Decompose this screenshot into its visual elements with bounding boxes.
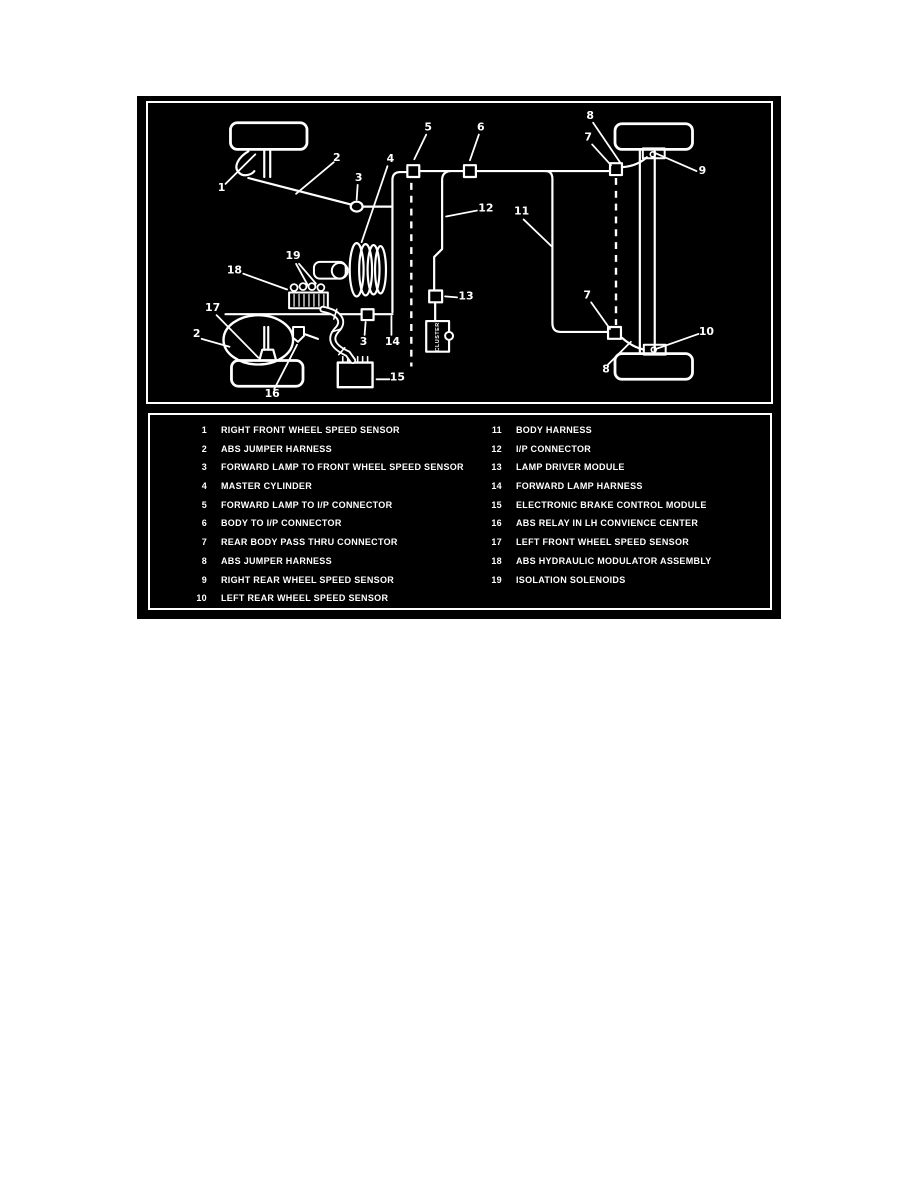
callout-8: 8 (602, 362, 610, 376)
lamp-driver-module (429, 290, 442, 302)
figure-panel (137, 96, 781, 619)
legend-item-label: LEFT FRONT WHEEL SPEED SENSOR (516, 537, 690, 548)
right-rear-wheel (615, 124, 693, 150)
forward-lamp-harness (392, 172, 407, 312)
isolation-solenoid (308, 283, 315, 290)
callout-5: 5 (424, 120, 433, 134)
callout-12: 12 (478, 201, 494, 215)
legend-item-number: 4 (201, 481, 207, 492)
legend-item-16 (437, 514, 712, 533)
callout-11: 11 (514, 204, 530, 218)
callout-3: 3 (359, 334, 368, 348)
legend-item-label: ISOLATION SOLENOIDS (516, 574, 626, 585)
callout-10: 10 (698, 324, 715, 338)
callout-15: 15 (389, 370, 405, 384)
callout-18: 18 (226, 263, 243, 277)
legend-item-label: LEFT REAR WHEEL SPEED SENSOR (221, 593, 389, 604)
legend-item-number: 1 (201, 425, 207, 435)
legend-item-number: 16 (491, 518, 502, 529)
legend-item-label: ABS RELAY IN LH CONVIENCE CENTER (516, 518, 699, 529)
callout-13: 13 (458, 289, 474, 303)
legend-item-2 (150, 440, 464, 459)
right-front-wheel (230, 123, 307, 150)
legend-item-10 (150, 589, 464, 608)
legend-item-number: 15 (491, 499, 502, 510)
legend-item-number: 17 (491, 537, 502, 548)
callout-9: 9 (698, 164, 707, 178)
legend-item-number: 7 (201, 537, 207, 548)
legend-column-2 (437, 421, 712, 589)
cluster-label: CLUSTER (435, 322, 442, 352)
legend-item-label: ABS JUMPER HARNESS (221, 555, 332, 566)
connector-3-bottom (362, 309, 374, 320)
legend-item-12 (437, 440, 712, 459)
legend-item-14 (437, 477, 712, 496)
legend-item-3 (150, 458, 464, 477)
ebcm (338, 363, 373, 388)
callout-8: 8 (586, 108, 594, 122)
legend-item-number: 8 (201, 555, 207, 566)
legend-column-1 (150, 421, 464, 608)
legend-item-1 (150, 421, 464, 440)
diagram-area (146, 101, 773, 404)
abs-relay (293, 327, 304, 342)
callout-19: 19 (285, 248, 301, 262)
legend-item-number: 6 (201, 518, 207, 529)
legend-item-label: ABS JUMPER HARNESS (221, 443, 332, 454)
legend-item-label: RIGHT REAR WHEEL SPEED SENSOR (221, 574, 395, 585)
rear-axle (640, 149, 655, 353)
legend-item-number: 13 (491, 462, 502, 473)
legend-item-4 (150, 477, 464, 496)
body-harness (545, 171, 608, 332)
legend-item-15 (437, 496, 712, 515)
callout-7: 7 (583, 288, 591, 302)
legend-item-number: 19 (491, 574, 502, 585)
legend-item-label: FORWARD LAMP HARNESS (516, 481, 643, 492)
legend-item-label: FORWARD LAMP TO FRONT WHEEL SPEED SENSOR (221, 462, 464, 473)
legend-item-label: ELECTRONIC BRAKE CONTROL MODULE (516, 499, 707, 510)
isolation-solenoid (317, 284, 324, 291)
legend-item-number: 14 (491, 481, 502, 492)
callout-6: 6 (477, 120, 485, 134)
callout-3: 3 (354, 170, 363, 184)
legend-item-13 (437, 458, 712, 477)
callout-14: 14 (384, 334, 401, 348)
connector-3 (351, 202, 363, 212)
legend-item-5 (150, 496, 464, 515)
legend-item-number: 12 (491, 443, 502, 454)
legend-item-label: LAMP DRIVER MODULE (516, 462, 625, 473)
legend-item-number: 5 (201, 499, 207, 510)
callout-1: 1 (217, 180, 226, 194)
legend-item-9 (150, 571, 464, 590)
connector-6 (464, 165, 476, 177)
legend-item-label: I/P CONNECTOR (516, 443, 592, 454)
callout-17: 17 (204, 301, 221, 315)
callout-7: 7 (584, 130, 592, 144)
legend-item-8 (150, 552, 464, 571)
abs-wiring-diagram (148, 103, 771, 402)
legend-item-label: RIGHT FRONT WHEEL SPEED SENSOR (221, 425, 400, 435)
legend-item-number: 3 (201, 462, 207, 473)
legend-item-11 (437, 421, 712, 440)
legend-item-number: 9 (201, 574, 207, 585)
isolation-solenoid (300, 283, 307, 290)
legend-item-label: ABS HYDRAULIC MODULATOR ASSEMBLY (516, 555, 712, 566)
callout-2: 2 (192, 326, 201, 340)
legend-item-7 (150, 533, 464, 552)
callout-16: 16 (264, 387, 280, 401)
ip-harness (434, 171, 450, 290)
legend-item-label: FORWARD LAMP TO I/P CONNECTOR (221, 499, 393, 510)
legend-item-label: MASTER CYLINDER (221, 481, 313, 492)
callout-4: 4 (386, 152, 395, 166)
legend-item-label: BODY TO I/P CONNECTOR (221, 518, 342, 529)
master-cylinder (314, 262, 346, 279)
legend-item-18 (437, 552, 712, 571)
legend-item-label: BODY HARNESS (516, 425, 592, 435)
callout-2: 2 (332, 151, 341, 165)
legend-item-number: 2 (201, 443, 207, 454)
legend-item-19 (437, 571, 712, 590)
legend-item-number: 18 (491, 555, 502, 566)
isolation-solenoid (291, 284, 298, 291)
legend-item-number: 10 (196, 593, 207, 604)
left-rear-wheel (615, 354, 693, 380)
legend-item-number: 11 (491, 425, 502, 435)
legend-item-label: REAR BODY PASS THRU CONNECTOR (221, 537, 398, 548)
legend-item-6 (150, 514, 464, 533)
legend (148, 413, 772, 610)
legend-item-17 (437, 533, 712, 552)
connector-5 (407, 165, 419, 177)
